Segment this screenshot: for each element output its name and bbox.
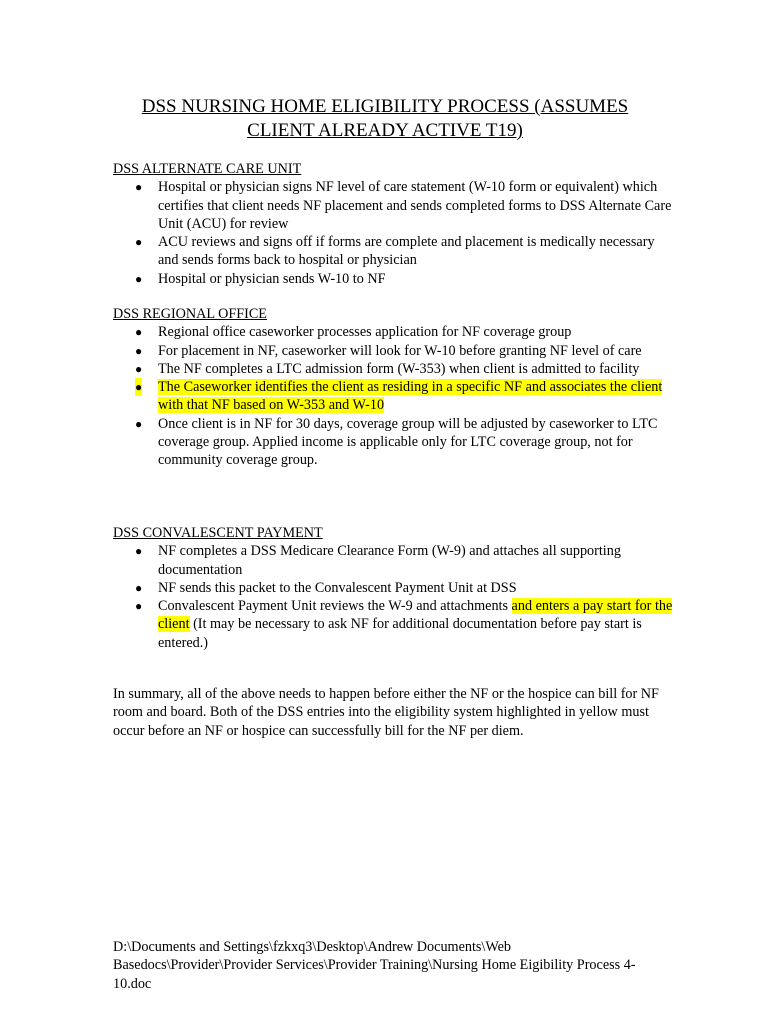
section-heading: DSS ALTERNATE CARE UNIT <box>113 161 302 177</box>
list-item-text: Once client is in NF for 30 days, coverage group will be adjusted by caseworker to LTC coverage group. Applied income is applicable only for LTC coverage group, not for community coverage group. <box>158 415 658 469</box>
bullet-icon: ● <box>135 235 143 250</box>
list-item <box>113 542 673 579</box>
bullet-list <box>113 542 673 652</box>
bullet-icon: ● <box>135 599 143 614</box>
list-item-text: ACU reviews and signs off if forms are complete and placement is medically necessary and sends forms back to hospital or physician <box>158 234 655 269</box>
list-item <box>113 323 673 341</box>
list-item <box>113 415 673 470</box>
bullet-icon: ● <box>135 416 143 431</box>
list-item-text: NF sends this packet to the Convalescent Payment Unit at DSS <box>158 579 517 596</box>
file-path-footer: D:\Documents and Settings\fzkxq3\Desktop\Andrew Documents\Web Basedocs\Provider\Provider Services\Provider Training\Nursing Home Eigibility Process 4-10.doc <box>113 939 636 992</box>
list-item-highlighted <box>113 378 673 415</box>
bullet-icon: ● <box>135 378 142 396</box>
list-item-text: NF completes a DSS Medicare Clearance Form (W-9) and attaches all supporting documentation <box>158 543 621 578</box>
bullet-icon: ● <box>135 544 143 559</box>
title-line-2: CLIENT ALREADY ACTIVE T19) <box>247 120 523 141</box>
list-item <box>113 178 673 233</box>
list-item <box>113 579 673 597</box>
highlighted-text: and enters a pay start for the client <box>158 598 673 633</box>
section-regional-office <box>113 305 673 470</box>
list-item-text: Regional office caseworker processes application for NF coverage group <box>158 324 572 341</box>
list-item-text: Hospital or physician sends W-10 to NF <box>158 270 386 287</box>
list-item <box>113 360 673 378</box>
bullet-list <box>113 323 673 469</box>
list-item <box>113 233 673 270</box>
section-alternate-care-unit <box>113 160 673 288</box>
section-heading: DSS REGIONAL OFFICE <box>113 306 267 322</box>
list-item-text: The NF completes a LTC admission form (W-353) when client is admitted to facility <box>158 360 640 377</box>
bullet-icon: ● <box>135 271 143 286</box>
document-title <box>100 95 670 143</box>
list-item-text: (It may be necessary to ask NF for additional documentation before pay start is entered.) <box>158 616 642 651</box>
bullet-icon: ● <box>135 361 143 376</box>
bullet-list <box>113 178 673 288</box>
list-item <box>113 270 673 288</box>
list-item-text: Convalescent Payment Unit reviews the W-9 and attachments <box>158 598 512 615</box>
summary-paragraph: In summary, all of the above needs to happen before either the NF or the hospice can bill for NF room and board. Both of the DSS entries into the eligibility system highlighted in yellow must occur before an NF or hospice can successfully bill for the NF per diem. <box>113 686 659 739</box>
bullet-icon: ● <box>135 180 143 195</box>
section-heading: DSS CONVALESCENT PAYMENT <box>113 525 323 541</box>
section-convalescent-payment <box>113 524 673 652</box>
list-item <box>113 597 673 652</box>
bullet-icon: ● <box>135 343 143 358</box>
bullet-icon: ● <box>135 325 143 340</box>
bullet-icon: ● <box>135 580 143 595</box>
list-item-text: Hospital or physician signs NF level of care statement (W-10 form or equivalent) which certifies that client needs NF placement and sends completed forms to DSS Alternate Care Unit (ACU) for review <box>158 179 672 232</box>
title-line-1: DSS NURSING HOME ELIGIBILITY PROCESS (ASSUMES <box>141 96 629 117</box>
list-item-text: For placement in NF, caseworker will look for W-10 before granting NF level of care <box>158 342 642 359</box>
list-item <box>113 342 673 360</box>
highlighted-text: The Caseworker identifies the client as residing in a specific NF and associates the client with that NF based on W-353 and W-10 <box>158 379 663 414</box>
